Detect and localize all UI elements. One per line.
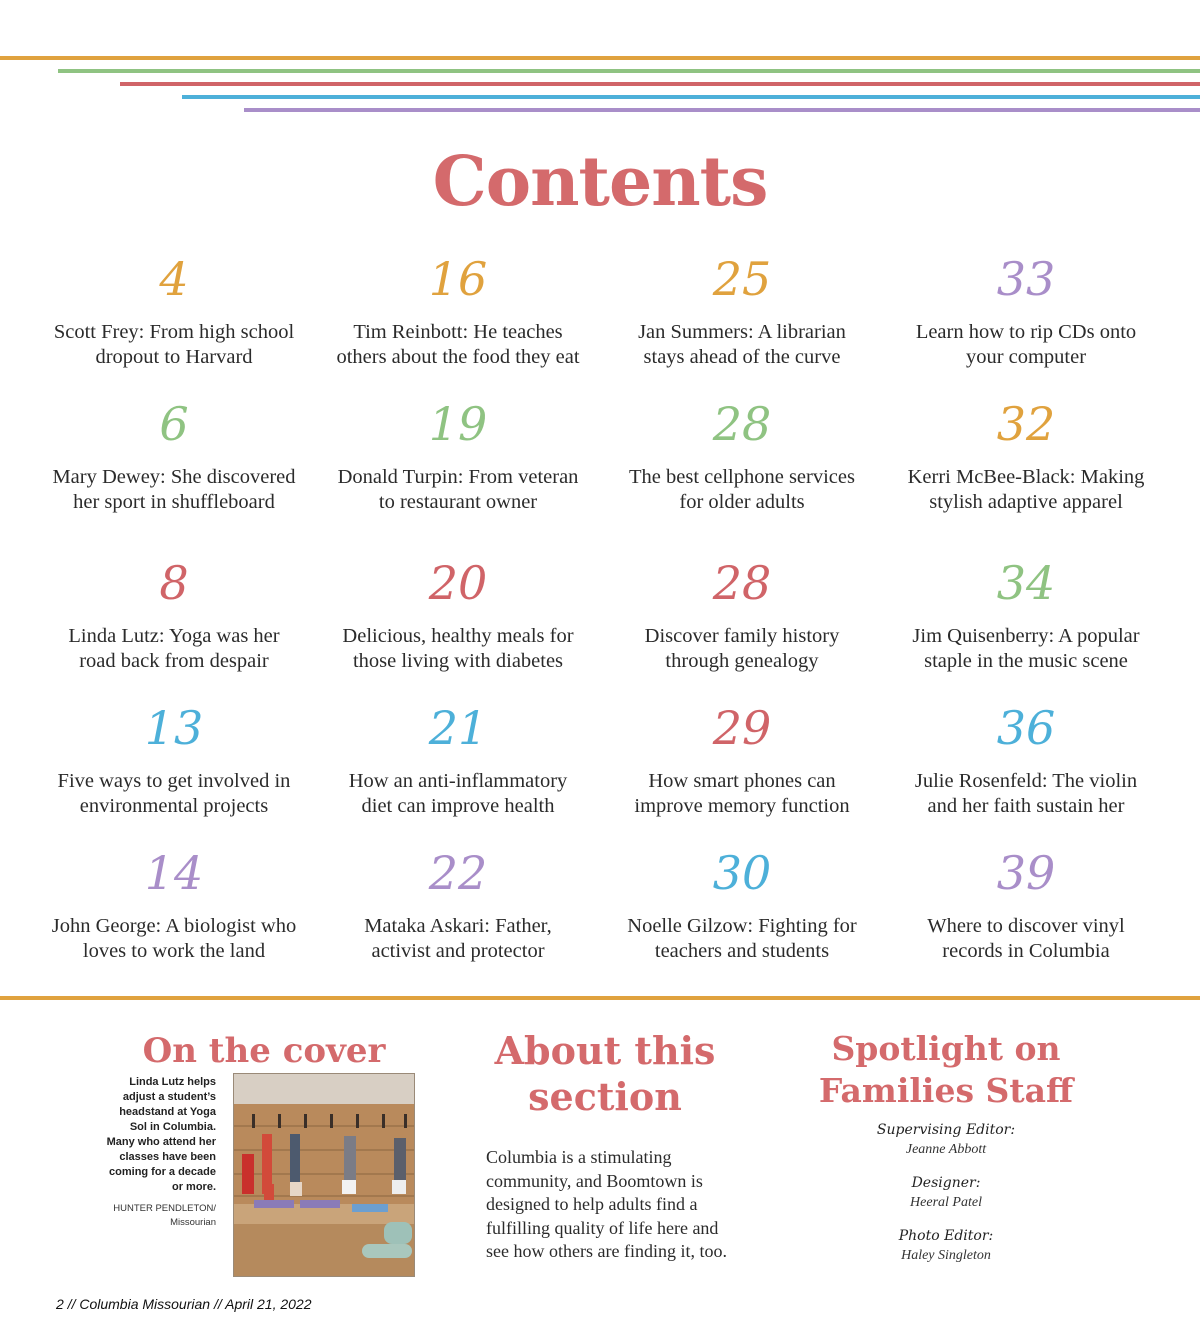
credit-line: HUNTER PENDLETON/	[113, 1203, 216, 1214]
staff-name: Heeral Patel	[910, 1195, 982, 1210]
cover-caption: Linda Lutz helps adjust a student’s headstand at Yoga Sol in Columbia. Many who attend her classes have been coming for a decade or more.	[106, 1076, 216, 1193]
story-title: Noelle Gilzow: Fighting for teachers and students	[627, 915, 857, 962]
yoga-class-photo	[234, 1074, 414, 1276]
contents-entry[interactable]	[316, 397, 600, 542]
staff-heading-line: Families Staff	[818, 1071, 1074, 1110]
stripe-orange	[0, 56, 1200, 60]
page-number: 39	[996, 846, 1056, 900]
contents-entry[interactable]	[32, 556, 316, 701]
story-title: Linda Lutz: Yoga was her road back from despair	[68, 625, 280, 672]
credit-line: Missourian	[170, 1217, 216, 1228]
about-heading	[470, 1028, 740, 1120]
contents-entry[interactable]	[884, 846, 1168, 991]
contents-entry[interactable]	[316, 846, 600, 991]
story-title: Scott Frey: From high school dropout to Harvard	[53, 321, 295, 368]
contents-entry[interactable]	[32, 846, 316, 991]
story-title: Discover family history through genealogy	[644, 625, 840, 672]
stripe-purple	[244, 108, 1200, 112]
contents-entry[interactable]	[600, 397, 884, 542]
contents-entry[interactable]	[600, 556, 884, 701]
staff-heading	[806, 1028, 1086, 1112]
contents-entry[interactable]	[884, 701, 1168, 846]
page-number: 8	[159, 556, 189, 610]
contents-entry[interactable]	[316, 252, 600, 397]
staff-role: Photo Editor:	[898, 1228, 994, 1244]
contents-entry[interactable]	[32, 397, 316, 542]
cover-heading: On the cover	[142, 1031, 386, 1071]
contents-entry[interactable]	[32, 252, 316, 397]
page-footer: 2 // Columbia Missourian // April 21, 2022	[56, 1296, 312, 1312]
page-title: Contents	[432, 142, 768, 222]
contents-entry[interactable]	[600, 846, 884, 991]
contents-entry[interactable]	[884, 556, 1168, 701]
contents-grid	[32, 252, 1168, 991]
story-title: Tim Reinbott: He teaches others about the food they eat	[336, 321, 580, 368]
story-title: Donald Turpin: From veteran to restaurant owner	[337, 466, 579, 513]
contents-entry[interactable]	[600, 252, 884, 397]
page-number: 14	[144, 846, 204, 900]
page-number: 13	[144, 701, 204, 755]
page-number: 32	[996, 397, 1056, 451]
contents-entry[interactable]	[884, 397, 1168, 542]
page-number: 4	[159, 252, 189, 306]
contents-entry[interactable]	[600, 701, 884, 846]
cover-photo[interactable]	[233, 1073, 415, 1277]
contents-entry[interactable]	[316, 556, 600, 701]
story-title: Five ways to get involved in environmental projects	[57, 770, 291, 817]
story-title: Julie Rosenfeld: The violin and her faith sustain her	[914, 770, 1138, 817]
stripe-blue	[182, 95, 1200, 99]
staff-role: Supervising Editor:	[876, 1122, 1016, 1138]
page-number: 28	[712, 397, 772, 451]
page-number: 22	[428, 846, 488, 900]
page-number: 20	[428, 556, 488, 610]
about-heading-line: section	[528, 1074, 682, 1119]
page-number: 34	[996, 556, 1056, 610]
page-number: 30	[712, 846, 772, 900]
contents-entry[interactable]	[884, 252, 1168, 397]
page-number: 29	[712, 701, 772, 755]
page-number: 25	[712, 252, 772, 306]
stripe-red	[120, 82, 1200, 86]
story-title: John George: A biologist who loves to work the land	[51, 915, 297, 962]
contents-entry[interactable]	[32, 701, 316, 846]
page-number: 28	[712, 556, 772, 610]
story-title: Jim Quisenberry: A popular staple in the music scene	[912, 625, 1140, 672]
story-title: How smart phones can improve memory function	[634, 770, 850, 817]
story-title: Mataka Askari: Father, activist and protector	[364, 915, 552, 962]
story-title: How an anti-inflammatory diet can improve health	[348, 770, 568, 817]
staff-name: Jeanne Abbott	[905, 1142, 987, 1157]
story-title: Delicious, healthy meals for those living with diabetes	[342, 625, 574, 672]
page-number: 19	[428, 397, 488, 451]
stripe-green	[58, 69, 1200, 73]
story-title: Where to discover vinyl records in Columbia	[927, 915, 1125, 962]
section-divider	[0, 996, 1200, 1000]
page-number: 33	[996, 252, 1056, 306]
about-heading-line: About this	[494, 1028, 716, 1073]
story-title: Kerri McBee-Black: Making stylish adaptive apparel	[907, 466, 1145, 513]
story-title: Mary Dewey: She discovered her sport in shuffleboard	[52, 466, 296, 513]
page-number: 6	[159, 397, 189, 451]
staff-heading-line: Spotlight on	[831, 1029, 1061, 1068]
story-title: Learn how to rip CDs onto your computer	[915, 321, 1137, 368]
page-number: 21	[428, 701, 488, 755]
staff-role: Designer:	[911, 1175, 981, 1191]
page-number: 16	[428, 252, 488, 306]
story-title: The best cellphone services for older adults	[629, 466, 855, 513]
story-title: Jan Summers: A librarian stays ahead of the curve	[638, 321, 846, 368]
contents-entry[interactable]	[316, 701, 600, 846]
page-number: 36	[996, 701, 1056, 755]
staff-list	[820, 1120, 1072, 1266]
about-text: Columbia is a stimulating community, and Boomtown is designed to help adults find a fulfilling quality of life here and see how others are finding it, too.	[486, 1147, 727, 1261]
photo-credit	[80, 1202, 216, 1230]
staff-name: Haley Singleton	[901, 1248, 991, 1263]
